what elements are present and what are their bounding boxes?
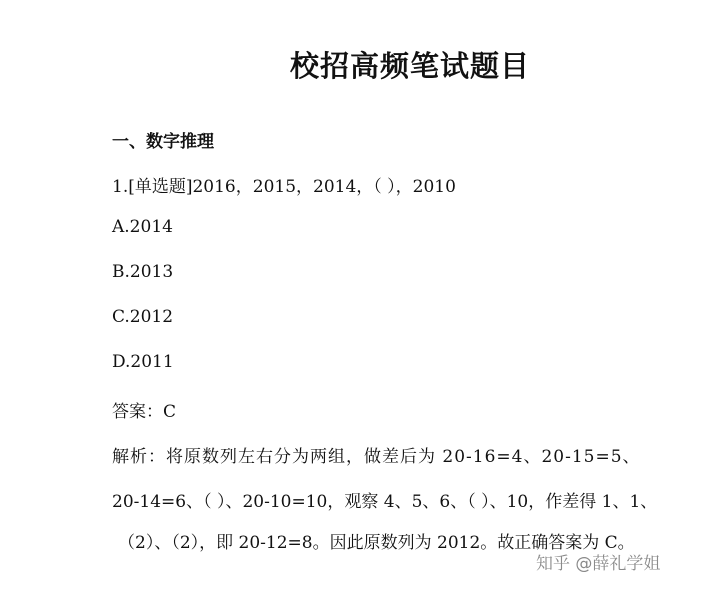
explanation-line-1: 解析：将原数列左右分为两组，做差后为 20-16=4、20-15=5、 xyxy=(112,447,641,467)
option-c: C.2012 xyxy=(112,307,174,327)
answer-text: 答案：C xyxy=(112,402,177,422)
option-d: D.2011 xyxy=(112,352,174,372)
option-b: B.2013 xyxy=(112,262,174,282)
question-stem: 1.[单选题]2016，2015，2014，（ ），2010 xyxy=(112,177,456,197)
section-heading: 一、数字推理 xyxy=(112,132,214,152)
explanation-line-2: 20-14=6、（ ）、20-10=10，观察 4、5、6、（ ）、10，作差得 1、1、 xyxy=(112,492,658,512)
explanation-line-3: （2）、（2），即 20-12=8。因此原数列为 2012。故正确答案为 C。 xyxy=(118,533,635,553)
zhihu-watermark: 知乎 @薛礼学姐 xyxy=(536,554,661,574)
option-a: A.2014 xyxy=(112,217,173,237)
document-title: 校招高频笔试题目 xyxy=(289,49,530,83)
